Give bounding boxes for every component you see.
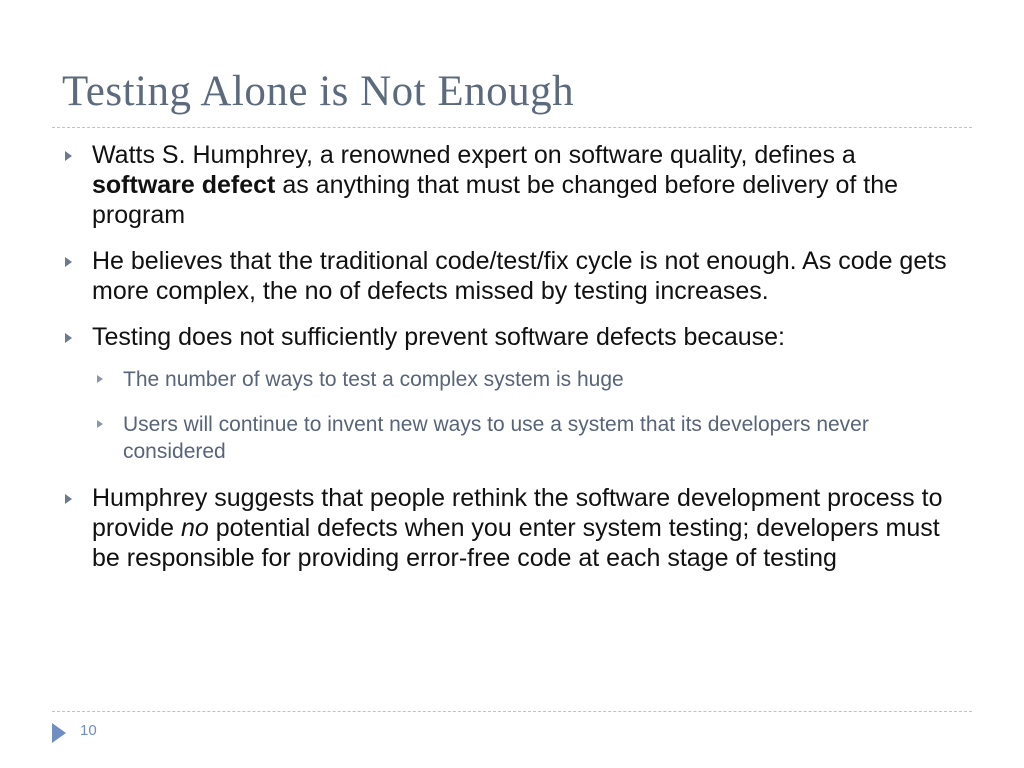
bullet-item <box>62 246 962 306</box>
bullet-item <box>62 140 962 230</box>
bullet-arrow-icon <box>65 494 72 504</box>
sub-bullet-text: Users will continue to invent new ways to use a system that its developers never considered <box>123 413 869 463</box>
bullet-arrow-icon <box>65 333 72 343</box>
sub-bullet-item <box>62 366 962 393</box>
footer-divider <box>52 711 972 712</box>
sub-bullet-text: The number of ways to test a complex system is huge <box>123 368 624 391</box>
sub-bullet-arrow-icon <box>97 420 103 428</box>
bullet-arrow-icon <box>65 257 72 267</box>
sub-bullet-item <box>62 411 962 465</box>
bullet-text: potential defects when you enter system testing; developers must be responsible for providing error-free code at each stage of testing <box>92 514 940 572</box>
sub-bullet-arrow-icon <box>97 375 103 383</box>
page-number: 10 <box>80 722 97 739</box>
slide-title: Testing Alone is Not Enough <box>62 68 575 115</box>
bullet-text: Humphrey suggests that people rethink the software development process to provide <box>92 484 943 542</box>
bullet-item <box>62 322 962 352</box>
bullet-italic-term: no <box>180 514 209 542</box>
bullet-text: Watts S. Humphrey, a renowned expert on software quality, defines a <box>92 141 856 169</box>
bullet-bold-term: software defect <box>92 171 276 199</box>
bullet-list <box>62 140 962 589</box>
bullet-text: He believes that the traditional code/test/fix cycle is not enough. As code gets more complex, the no of defects missed by testing increases. <box>92 247 947 305</box>
bullet-text: Testing does not sufficiently prevent software defects because: <box>92 323 785 351</box>
bullet-text: as anything that must be changed before delivery of the program <box>92 171 899 229</box>
slide-nav-arrow-icon <box>52 723 66 743</box>
bullet-arrow-icon <box>65 151 72 161</box>
title-divider <box>52 127 972 128</box>
bullet-item <box>62 483 962 573</box>
